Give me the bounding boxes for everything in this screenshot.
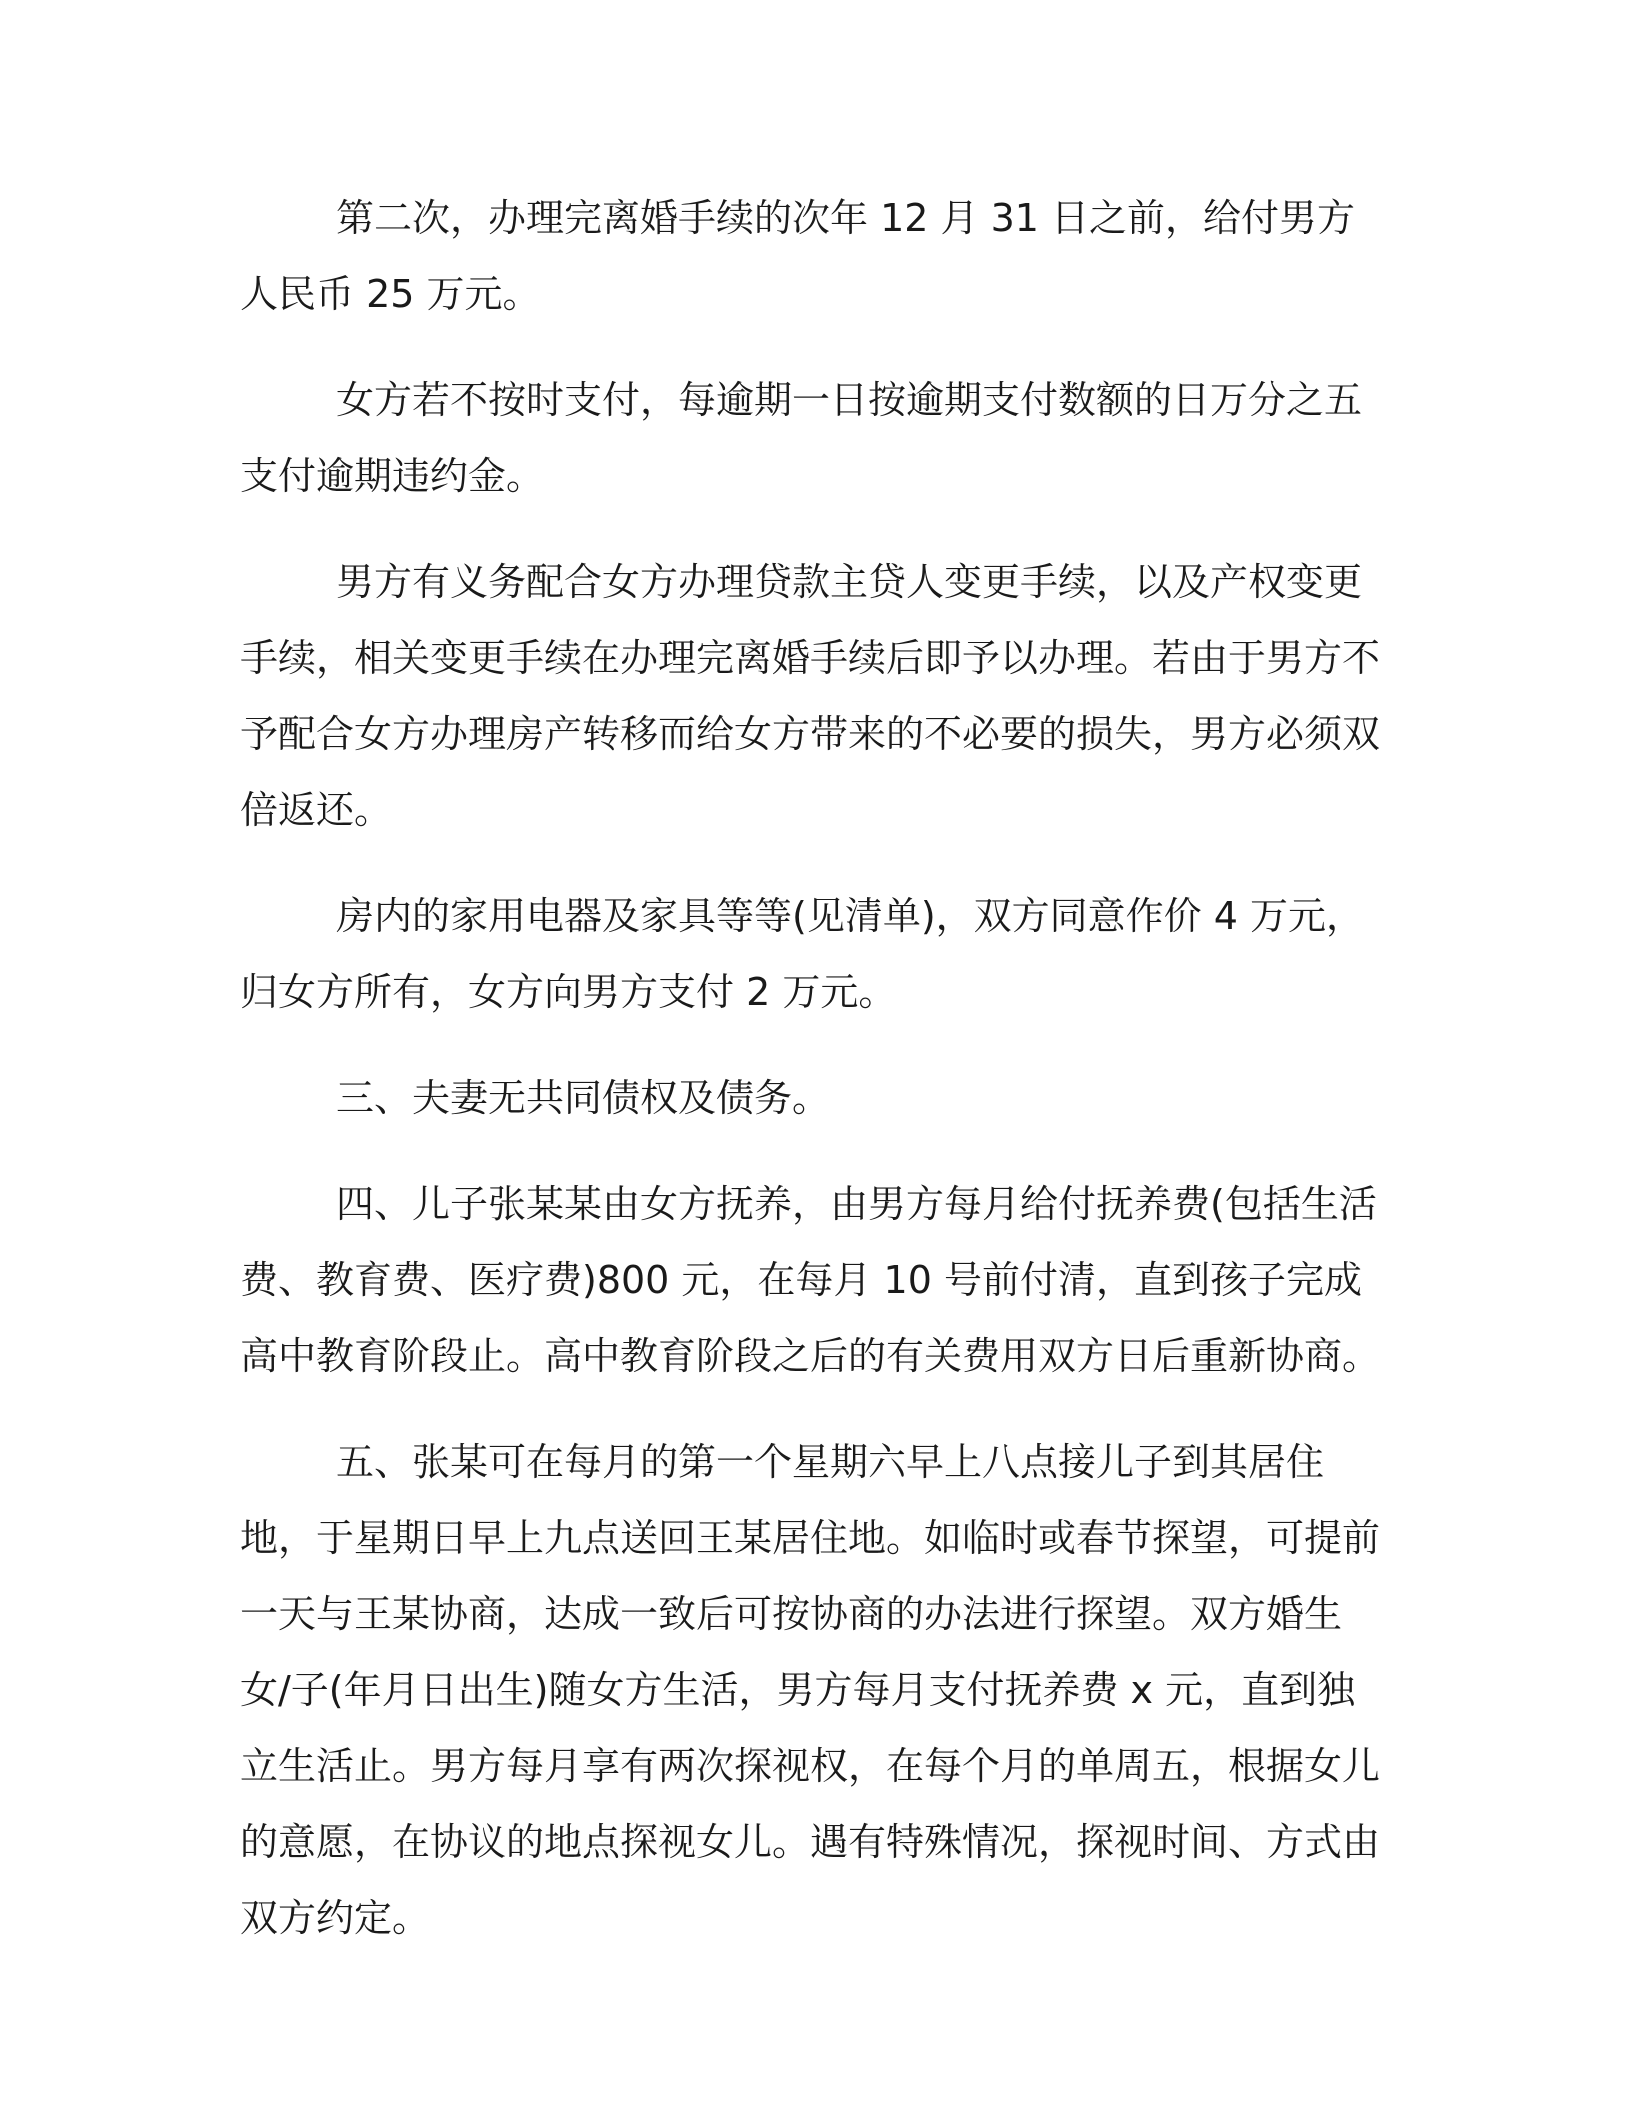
paragraph-appliances: 房内的家用电器及家具等等(见清单)，双方同意作价 4 万元，归女方所有，女方向男方支付 2 万元。: [240, 894, 1364, 1014]
paragraph-late-penalty: 女方若不按时支付，每逾期一日按逾期支付数额的日万分之五支付逾期违约金。: [240, 378, 1363, 498]
document-body: [240, 180, 1390, 1956]
paragraph-section-four: 四、儿子张某某由女方抚养，由男方每月给付抚养费(包括生活费、教育费、医疗费)800 元，在每月 10 号前付清，直到孩子完成高中教育阶段止。高中教育阶段之后的有关费用双方日后重新协商。: [240, 1182, 1381, 1378]
paragraph-second-payment: 第二次，办理完离婚手续的次年 12 月 31 日之前，给付男方人民币 25 万元。: [240, 196, 1356, 316]
paragraph-loan-transfer: 男方有义务配合女方办理贷款主贷人变更手续，以及产权变更手续，相关变更手续在办理完离婚手续后即予以办理。若由于男方不予配合女方办理房产转移而给女方带来的不必要的损失，男方必须双倍返还。: [240, 560, 1381, 832]
paragraph-section-three: 三、夫妻无共同债权及债务。: [336, 1076, 831, 1120]
paragraph-section-five: 五、张某可在每月的第一个星期六早上八点接儿子到其居住地，于星期日早上九点送回王某居住地。如临时或春节探望，可提前一天与王某协商，达成一致后可按协商的办法进行探望。双方婚生女/子(年月日出生)随女方生活，男方每月支付抚养费 x 元，直到独立生活止。男方每月享有两次探视权，在每个月的单周五，根据女儿的意愿，在协议的地点探视女儿。遇有特殊情况，探视时间、方式由双方约定。: [240, 1440, 1381, 1940]
